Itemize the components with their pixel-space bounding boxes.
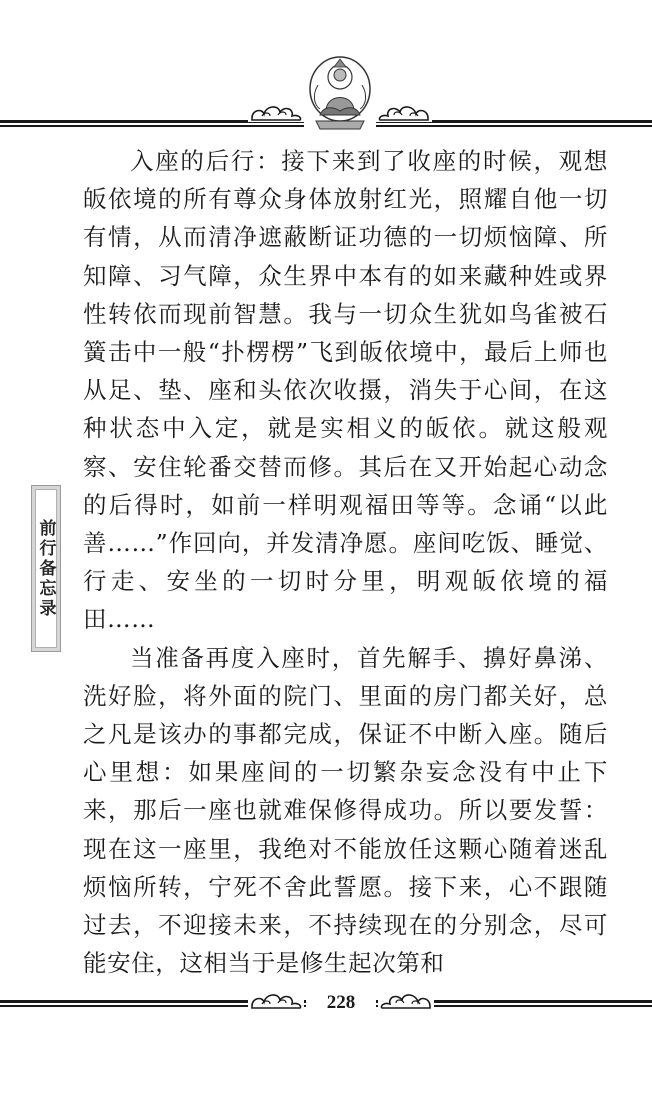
cloud-ornament-right-icon <box>376 100 432 122</box>
cloud-ornament-bottom-right-icon <box>378 988 434 1010</box>
side-chapter-tab <box>31 485 61 652</box>
cloud-ornament-bottom-left-icon <box>248 988 304 1010</box>
page-number: 228 <box>306 992 376 1014</box>
body-text <box>83 142 608 982</box>
paragraph-1: 入座的后行：接下来到了收座的时候，观想皈依境的所有尊众身体放射红光，照耀自他一切有情，从而清净遮蔽断证功德的一切烦恼障、所知障、习气障，众生界中本有的如来藏种姓或界性转依而现前智慧。我与一切众生犹如鸟雀被石簧击中一般“扑楞楞”飞到皈依境中，最后上师也从足、垫、座和头依次收摄，消失于心间，在这种状态中入定，就是实相义的皈依。就这般观察、安住轮番交替而修。其后在又开始起心动念的后得时，如前一样明观福田等等。念诵“以此善……”作回向，并发清净愿。座间吃饭、睡觉、行走、安坐的一切时分里，明观皈依境的福田…… <box>83 147 608 634</box>
cloud-ornament-left-icon <box>248 100 304 122</box>
side-tab-label: 前行备忘录 <box>35 518 56 619</box>
buddha-figure-icon <box>304 55 376 135</box>
paragraph-2: 当准备再度入座时，首先解手、擤好鼻涕、洗好脸，将外面的院门、里面的房门都关好，总之凡是该办的事都完成，保证不中断入座。随后心里想：如果座间的一切繁杂妄念没有中止下来，那后一座也就难保修得成功。所以要发誓：现在这一座里，我绝对不能放任这颗心随着迷乱烦恼所转，宁死不舍此誓愿。接下来，心不跟随过去，不迎接未来，不持续现在的分别念，尽可能安住，这相当于是修生起次第和 <box>83 643 608 978</box>
